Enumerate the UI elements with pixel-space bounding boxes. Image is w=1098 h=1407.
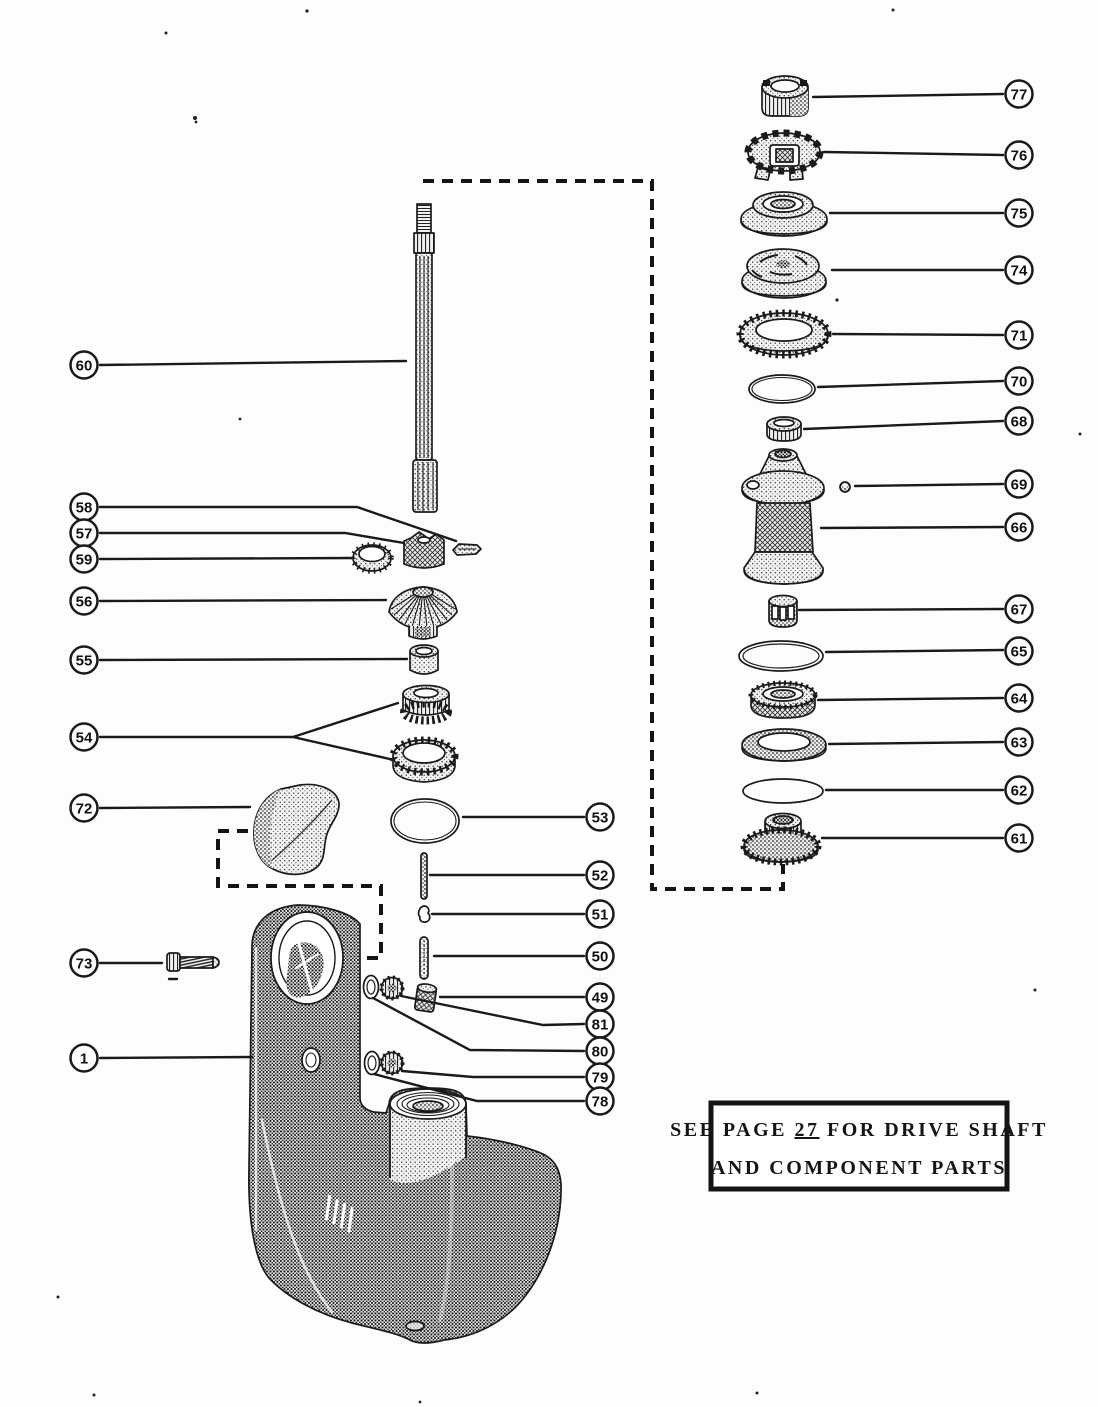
svg-text:49: 49 [591,989,609,1007]
callout-68 [1006,408,1033,435]
leader-79 [402,1071,584,1077]
leader-66 [821,527,1003,528]
part-cross-pin [453,544,481,555]
svg-text:61: 61 [1010,830,1028,848]
part-ball-bearing [751,683,815,718]
part-thrust-hub [742,249,826,298]
svg-text:57: 57 [75,525,93,543]
part-clip-51 [419,906,430,922]
svg-text:59: 59 [75,551,93,569]
callout-49 [587,984,614,1011]
leader-71 [833,334,1003,335]
callout-67 [1006,596,1033,623]
callout-70 [1006,368,1033,395]
svg-text:72: 72 [75,800,93,818]
svg-text:73: 73 [75,955,93,973]
part-retaining-ring [353,545,391,571]
part-bolt [167,953,219,979]
svg-text:50: 50 [591,948,609,966]
callout-59 [71,546,98,573]
svg-text:69: 69 [1010,476,1028,494]
callout-62 [1006,777,1033,804]
svg-text:70: 70 [1010,373,1028,391]
leader-59 [100,558,352,559]
svg-text:56: 56 [75,593,93,611]
svg-text:65: 65 [1010,643,1028,661]
svg-text:63: 63 [1010,734,1028,752]
leader-72 [100,807,250,808]
callout-52 [587,862,614,889]
part-o-ring-62 [743,779,823,803]
svg-text:67: 67 [1010,601,1028,619]
part-bearing-cone [403,686,449,721]
part-o-ring-53 [391,799,459,843]
part-locknut [762,76,808,116]
callout-50 [587,943,614,970]
part-nut-81 [382,978,403,999]
part-sliding-clutch [404,532,444,568]
leader-69 [855,484,1003,486]
part-carrier-cap [741,192,827,236]
callout-1 [71,1045,98,1072]
leader-1 [100,1057,252,1058]
callout-69 [1006,471,1033,498]
leader-64 [818,698,1003,700]
svg-text:74: 74 [1010,262,1028,280]
leader-68 [804,421,1003,429]
svg-text:54: 54 [75,729,93,747]
callout-60 [71,352,98,379]
svg-text:71: 71 [1010,327,1028,345]
leader-63 [829,742,1003,744]
note-box [670,1103,1048,1189]
svg-text:60: 60 [75,357,93,375]
svg-text:77: 77 [1010,86,1028,104]
leader-70 [818,381,1003,387]
callout-75 [1006,200,1033,227]
svg-text:64: 64 [1010,690,1028,708]
leader-lines [100,94,1003,1101]
part-pinion-gear [389,587,457,639]
part-washer-78 [365,1052,380,1075]
svg-text:66: 66 [1010,519,1028,537]
dashed-frame-right [423,181,783,889]
callout-71 [1006,322,1033,349]
leader-60 [100,361,406,365]
callout-61 [1006,825,1033,852]
part-bead-69 [840,482,850,492]
callout-55 [71,647,98,674]
callout-64 [1006,685,1033,712]
part-washer-63 [742,729,826,761]
svg-text:78: 78 [591,1093,609,1111]
part-washer-80 [364,976,379,999]
part-tab-washer [748,133,820,180]
callout-54 [71,724,98,751]
svg-text:76: 76 [1010,147,1028,165]
callout-65 [1006,638,1033,665]
scan-specks [57,9,1082,1404]
svg-text:53: 53 [591,809,609,827]
leader-55 [100,659,407,660]
callout-73 [71,950,98,977]
callout-74 [1006,257,1033,284]
callout-66 [1006,514,1033,541]
callout-78 [587,1088,614,1115]
note-line-1: SEE PAGE 27 FOR DRIVE SHAFT [670,1119,1048,1141]
svg-text:52: 52 [591,867,609,885]
callout-51 [587,901,614,928]
svg-text:80: 80 [591,1043,609,1061]
callout-72 [71,795,98,822]
leader-65 [826,650,1003,652]
part-o-ring-65 [739,641,823,671]
part-gear-housing [249,905,561,1343]
svg-text:81: 81 [591,1016,609,1034]
svg-text:79: 79 [591,1069,609,1087]
svg-text:75: 75 [1010,205,1028,223]
svg-text:55: 55 [75,652,93,670]
note-line-2: AND COMPONENT PARTS [710,1157,1008,1179]
callout-81 [587,1011,614,1038]
part-bushing-68 [767,417,801,441]
leader-57 [100,533,404,543]
part-bushing-49 [414,983,437,1012]
callout-76 [1006,142,1033,169]
callout-80 [587,1038,614,1065]
part-pin-52 [421,853,427,899]
leader-54 [100,703,398,760]
callout-56 [71,588,98,615]
callout-77 [1006,81,1033,108]
part-bearing-cup [393,740,455,782]
leader-77 [813,94,1003,97]
part-roll-pin-50 [420,937,428,979]
part-drive-shaft [413,204,437,512]
callout-57 [71,520,98,547]
part-o-ring-70 [749,375,815,403]
svg-text:58: 58 [75,499,93,517]
part-nut-79 [382,1053,403,1074]
part-roller-cage [769,596,797,628]
callout-63 [1006,729,1033,756]
leader-76 [824,152,1003,155]
part-shift-cam [254,784,339,874]
svg-text:62: 62 [1010,782,1028,800]
svg-text:68: 68 [1010,413,1028,431]
leader-67 [799,609,1003,610]
leader-58 [100,507,456,541]
part-toothed-ring [740,313,828,355]
callout-58 [71,494,98,521]
svg-text:51: 51 [591,906,609,924]
part-sleeve-bushing [410,645,438,674]
part-bearing-carrier [742,449,824,584]
callout-53 [587,804,614,831]
part-driven-gear [744,814,818,863]
svg-text:1: 1 [79,1050,89,1068]
leader-56 [100,600,386,601]
